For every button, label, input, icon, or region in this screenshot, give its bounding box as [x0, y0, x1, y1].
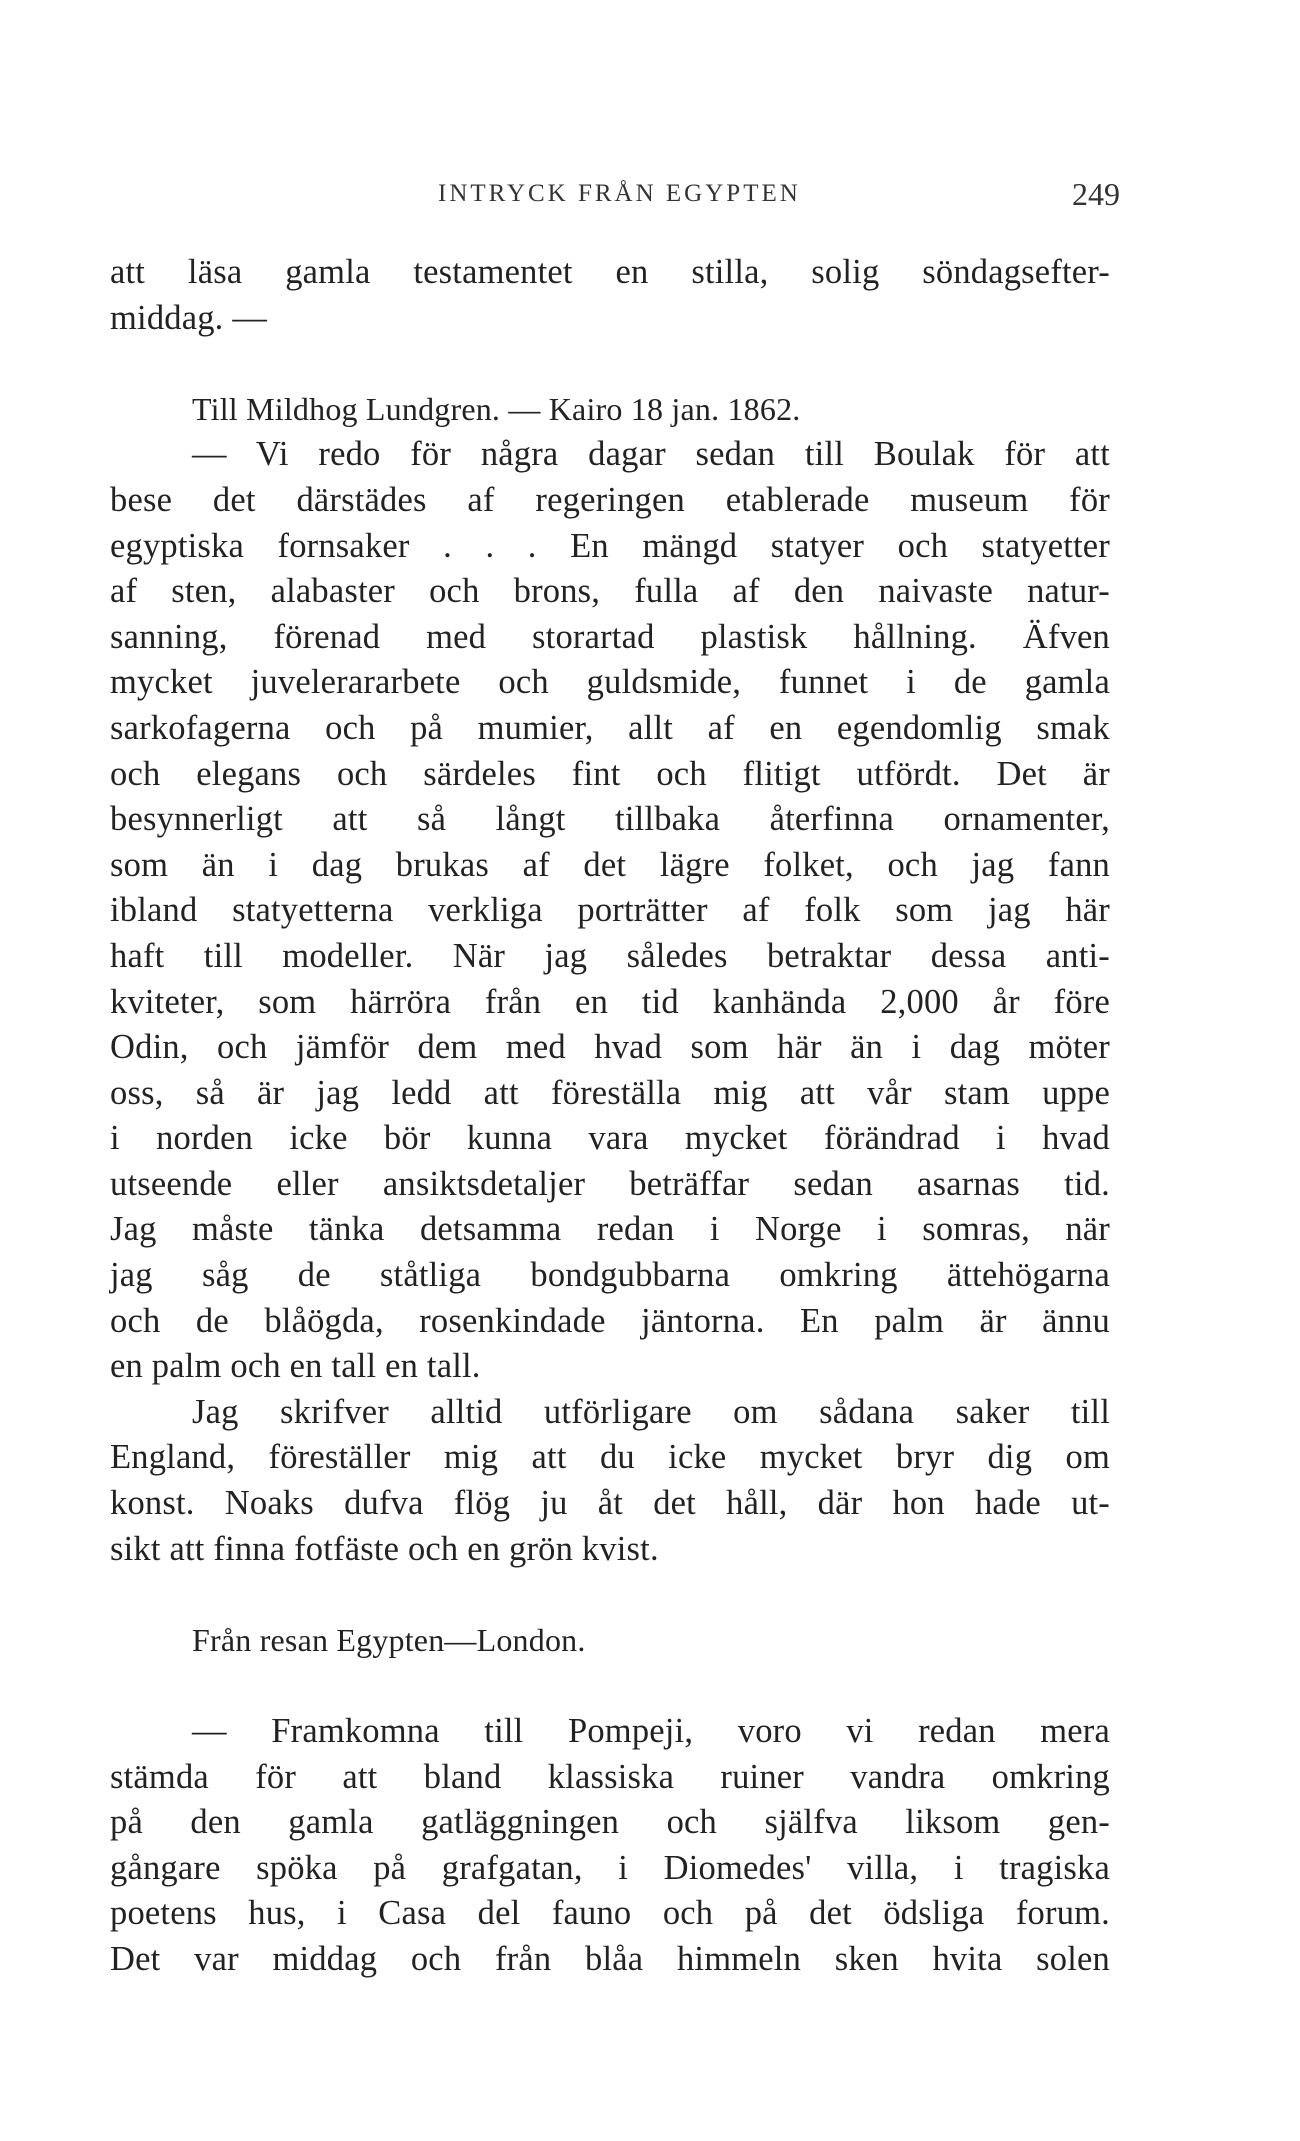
- text-line: Odin, och jämför dem med hvad som här än i dag möter: [110, 1028, 1110, 1067]
- text-line: och de blåögda, rosenkindade jäntorna. En palm är ännu: [110, 1301, 1110, 1340]
- text-line: egyptiska fornsaker . . . En mängd statyer och statyetter: [110, 526, 1110, 565]
- text-line: konst. Noaks dufva flög ju åt det håll, där hon hade ut-: [110, 1484, 1110, 1523]
- text-line: jag såg de ståtliga bondgubbarna omkring ättehögarna: [110, 1256, 1110, 1295]
- text-line: att läsa gamla testamentet en stilla, solig söndagsefter-: [110, 253, 1110, 291]
- text-line: haft till modeller. När jag således betraktar dessa anti-: [110, 936, 1110, 975]
- text-line: en palm och en tall en tall.: [110, 1347, 481, 1386]
- text-line: Jag skrifver alltid utförligare om sådana saker till: [192, 1392, 1110, 1431]
- page-header: [120, 176, 1120, 220]
- text-line: poetens hus, i Casa del fauno och på det ödsliga forum.: [110, 1894, 1110, 1933]
- text-line: gångare spöka på grafgatan, i Diomedes' villa, i tragiska: [110, 1848, 1110, 1887]
- blank-line: [110, 1572, 1110, 1618]
- text-line: utseende eller ansiktsdetaljer beträffar sedan asarnas tid.: [110, 1164, 1110, 1203]
- text-line: besynnerligt att så långt tillbaka återfinna ornamenter,: [110, 800, 1110, 839]
- text-line: på den gamla gatläggningen och själfva liksom gen-: [110, 1803, 1110, 1842]
- running-title: INTRYCK FRÅN EGYPTEN: [438, 180, 801, 207]
- text-line: sikt att finna fotfäste och en grön kvist.: [110, 1529, 659, 1568]
- text-line: Det var middag och från blåa himmeln sken hvita solen: [110, 1939, 1110, 1978]
- text-line: af sten, alabaster och brons, fulla af den naivaste natur-: [110, 572, 1110, 611]
- text-line: Jag måste tänka detsamma redan i Norge i somras, när: [110, 1210, 1110, 1249]
- text-line: sarkofagerna och på mumier, allt af en egendomlig smak: [110, 708, 1110, 747]
- text-line: stämda för att bland klassiska ruiner vandra omkring: [110, 1757, 1110, 1796]
- text-line: som än i dag brukas af det lägre folket, och jag fann: [110, 845, 1110, 884]
- text-line: — Vi redo för några dagar sedan till Boulak för att: [192, 435, 1110, 474]
- page-number: 249: [1072, 176, 1120, 212]
- blank-line: [110, 1663, 1110, 1709]
- text-line: oss, så är jag ledd att föreställa mig att vår stam uppe: [110, 1073, 1110, 1112]
- text-line: — Framkomna till Pompeji, voro vi redan mera: [192, 1712, 1110, 1750]
- letter-heading: Till Mildhog Lundgren. — Kairo 18 jan. 1862.: [192, 390, 801, 427]
- section-heading: Från resan Egypten—London.: [192, 1621, 586, 1658]
- text-line: kviteter, som härröra från en tid kanhända 2,000 år före: [110, 982, 1110, 1021]
- blank-line: [110, 341, 1110, 387]
- text-line: middag. —: [110, 298, 268, 337]
- text-line: i norden icke bör kunna vara mycket förändrad i hvad: [110, 1119, 1110, 1158]
- text-line: mycket juvelerararbete och guldsmide, funnet i de gamla: [110, 663, 1110, 702]
- text-line: England, föreställer mig att du icke mycket bryr dig om: [110, 1438, 1110, 1477]
- text-line: ibland statyetterna verkliga porträtter af folk som jag här: [110, 891, 1110, 930]
- text-line: bese det därstädes af regeringen etablerade museum för: [110, 480, 1110, 519]
- text-line: och elegans och särdeles fint och flitigt utfördt. Det är: [110, 754, 1110, 793]
- text-line: sanning, förenad med storartad plastisk hållning. Äfven: [110, 617, 1110, 656]
- body-text: [110, 250, 1110, 1983]
